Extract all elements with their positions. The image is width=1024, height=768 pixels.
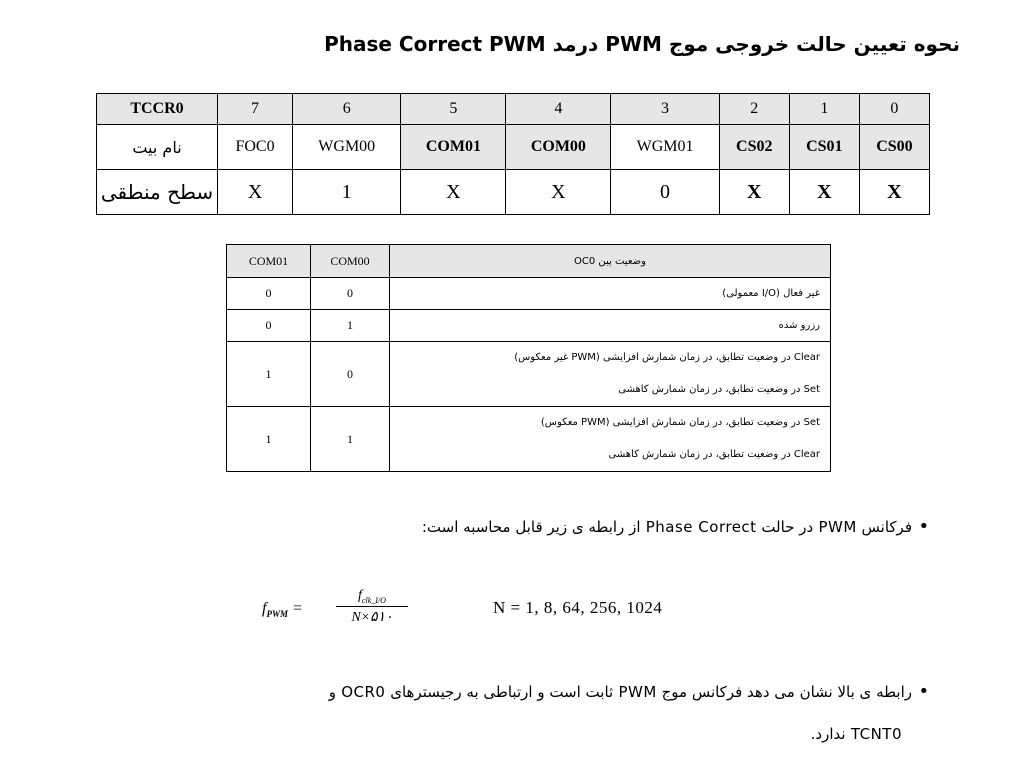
bit-names-row: [97, 125, 930, 170]
description-line: Set در وضعیت تطابق، در زمان شمارش کاهشی: [618, 384, 820, 395]
logic-value-cell: X: [401, 170, 506, 215]
description-line: Clear در وضعیت تطابق، در زمان شمارش کاهشی: [608, 449, 820, 460]
bit-number-cell: 4: [506, 94, 611, 125]
lhs-symbol: f: [262, 600, 267, 617]
description-line: Set در وضعیت تطابق، در زمان شمارش افزایشی (PWM معکوس): [540, 417, 820, 428]
bullet-constant-frequency: [329, 681, 936, 702]
formula-fraction: [336, 588, 408, 626]
bit-name-cell: WGM00: [293, 125, 401, 170]
mode-header-row: [227, 245, 831, 278]
com01-header: COM01: [227, 245, 311, 278]
bit-number-cell: 7: [218, 94, 293, 125]
logic-value-cell: X: [506, 170, 611, 215]
bit-name-cell: WGM01: [611, 125, 719, 170]
num-symbol: f: [358, 588, 362, 603]
bullet-dot-icon: •: [918, 516, 930, 537]
equals-sign: =: [287, 600, 303, 617]
com00-cell: 1: [311, 310, 390, 342]
logic-level-row: [97, 170, 930, 215]
tccr0-register-table: [96, 93, 930, 215]
logic-level-label: سطح منطقی: [97, 170, 218, 215]
com00-cell: 0: [311, 278, 390, 310]
com01-cell: 0: [227, 310, 311, 342]
com01-cell: 1: [227, 407, 311, 472]
bit-number-cell: 3: [611, 94, 719, 125]
register-header-row: [97, 94, 930, 125]
register-name-cell: TCCR0: [97, 94, 218, 125]
logic-value-cell: 1: [293, 170, 401, 215]
formula-numerator: [336, 588, 408, 607]
bit-number-cell: 6: [293, 94, 401, 125]
logic-value-cell: X: [719, 170, 789, 215]
table-row: [227, 278, 831, 310]
bit-names-label: نام بیت: [97, 125, 218, 170]
prescaler-values: N = 1, 8, 64, 256, 1024: [493, 598, 663, 617]
formula-lhs: [262, 600, 303, 619]
bullet-continuation: TCNT0 ندارد.: [810, 725, 902, 743]
com00-cell: 1: [311, 407, 390, 472]
mode-description: رزرو شده: [390, 310, 831, 342]
com00-header: COM00: [311, 245, 390, 278]
lhs-subscript: PWM: [266, 609, 288, 620]
bullet-text: رابطه ی بالا نشان می دهد فرکانس موج PWM ثابت است و ارتباطی به رجیسترهای OCR0 و: [328, 683, 912, 701]
bullet-text: فرکانس PWM در حالت Phase Correct از رابطه ی زیر قابل محاسبه است:: [421, 518, 912, 536]
page-title: نحوه تعیین حالت خروجی موج PWM درمد Phase Correct PWM: [324, 32, 960, 56]
table-row: [227, 310, 831, 342]
bit-number-cell: 5: [401, 94, 506, 125]
logic-value-cell: X: [218, 170, 293, 215]
logic-value-cell: X: [859, 170, 929, 215]
mode-description: [390, 342, 831, 407]
bit-name-cell-highlight: CS01: [789, 125, 859, 170]
bullet-dot-icon: •: [918, 681, 930, 702]
bit-name-cell-highlight: COM00: [506, 125, 611, 170]
bit-name-cell: FOC0: [218, 125, 293, 170]
bit-name-cell-highlight: CS00: [859, 125, 929, 170]
mode-description: غیر فعال (I/O معمولی): [390, 278, 831, 310]
bullet-frequency: [422, 516, 936, 537]
logic-value-cell: 0: [611, 170, 719, 215]
logic-value-cell: X: [789, 170, 859, 215]
bit-name-cell-highlight: CS02: [719, 125, 789, 170]
bit-number-cell: 1: [789, 94, 859, 125]
num-subscript: clk_I/O: [361, 595, 386, 605]
description-line: Clear در وضعیت تطابق، در زمان شمارش افزایشی (PWM غیر معکوس): [514, 352, 820, 363]
bit-number-cell: 2: [719, 94, 789, 125]
com01-cell: 0: [227, 278, 311, 310]
table-row: [227, 342, 831, 407]
formula-denominator: N×۵۱۰: [351, 609, 393, 625]
table-row: [227, 407, 831, 472]
mode-description: [390, 407, 831, 472]
com00-cell: 0: [311, 342, 390, 407]
bit-name-cell-highlight: COM01: [401, 125, 506, 170]
oc0-mode-table: [226, 244, 831, 472]
com01-cell: 1: [227, 342, 311, 407]
oc0-state-header: وضعیت پین OC0: [390, 245, 831, 278]
bit-number-cell: 0: [859, 94, 929, 125]
